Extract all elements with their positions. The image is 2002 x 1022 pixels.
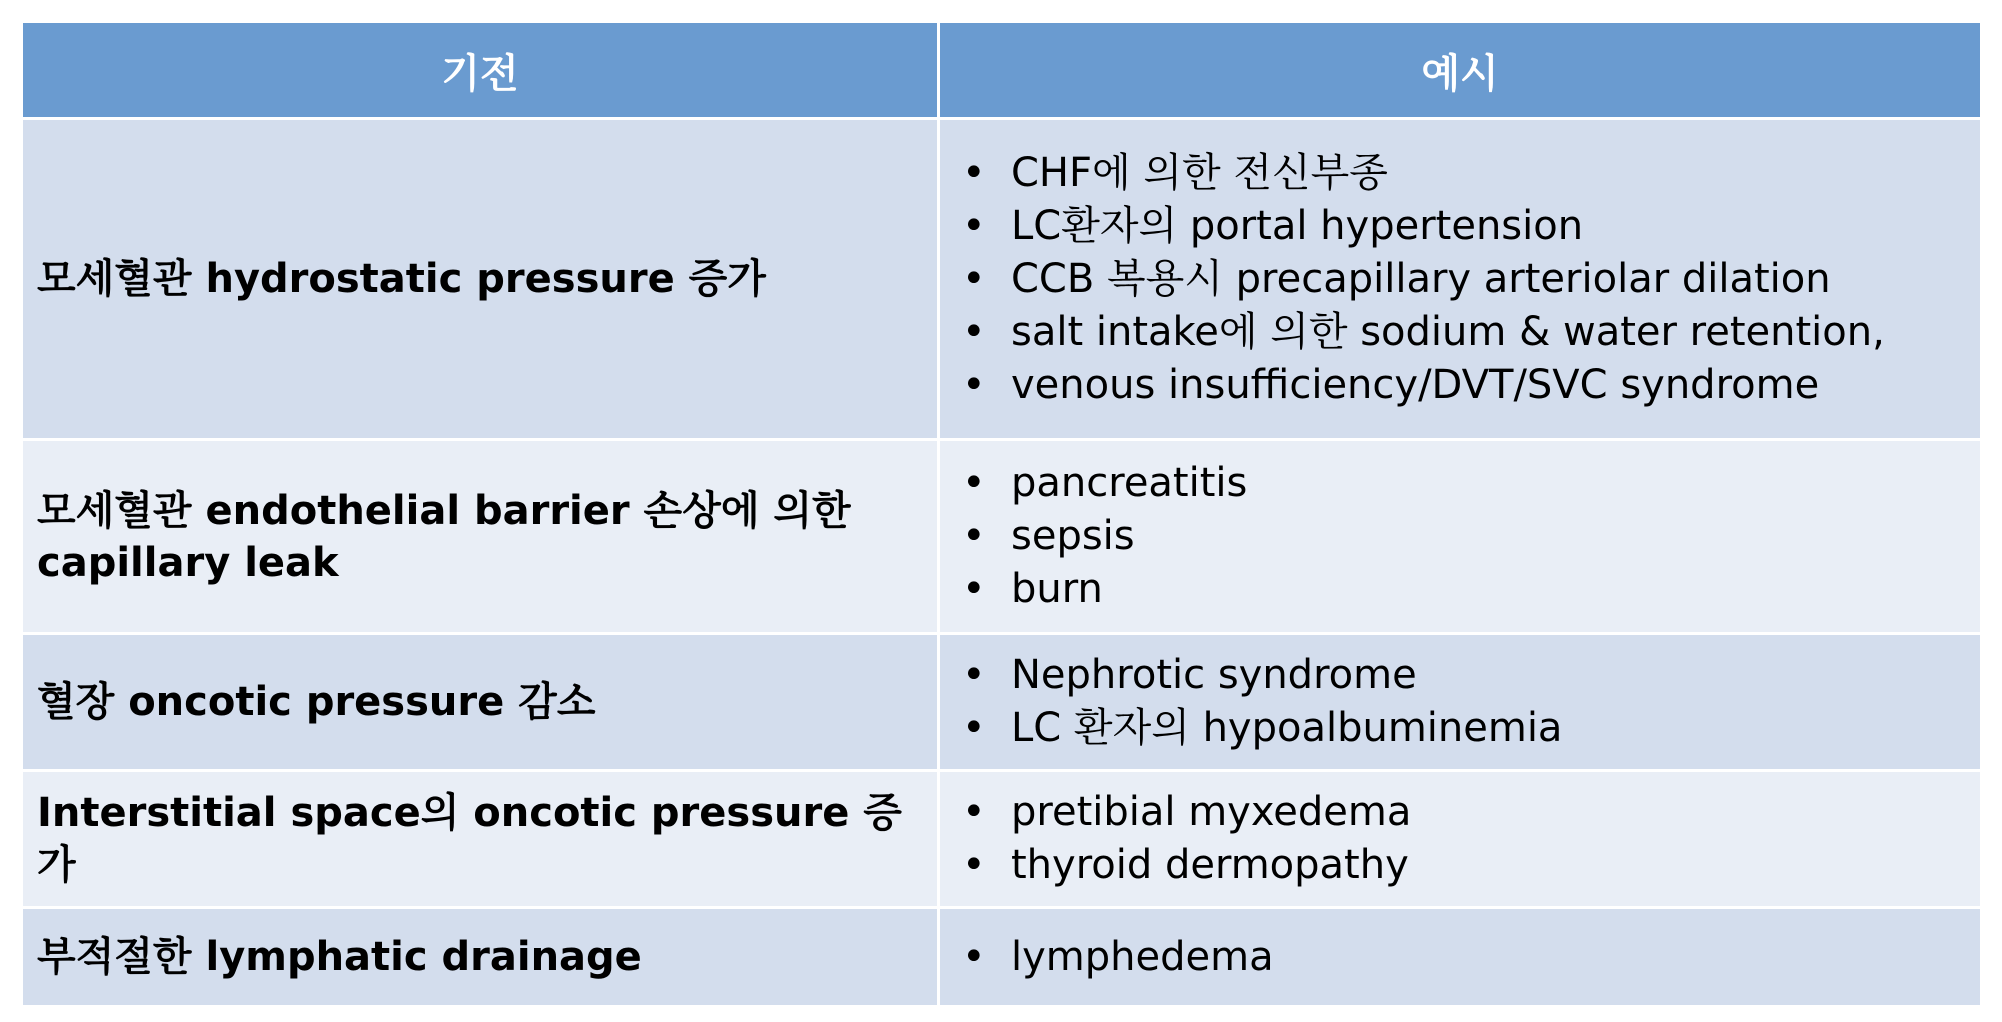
examples-cell (939, 908, 1982, 1007)
examples-list (956, 649, 1980, 755)
example-text: CHF에 의한 전신부종 (1011, 149, 1388, 196)
bullet-icon: • (962, 652, 986, 698)
mechanism-line: 모세혈관 endothelial barrier 손상에 의한 (37, 487, 851, 534)
example-text: salt intake에 의한 sodium & water retention, (1011, 308, 1885, 355)
example-text: venous insufficiency/DVT/SVC syndrome (1011, 361, 1820, 408)
list-item (956, 649, 1980, 702)
table-row (22, 771, 1982, 908)
bullet-icon: • (962, 933, 986, 980)
list-item (956, 786, 1980, 839)
header-mechanism: 기전 (22, 22, 939, 119)
examples-list (956, 457, 1980, 616)
list-item (956, 931, 1980, 984)
examples-list (956, 147, 1980, 412)
list-item (956, 563, 1980, 616)
bullet-icon: • (962, 361, 986, 408)
bullet-icon: • (962, 842, 986, 888)
examples-cell (939, 771, 1982, 908)
list-item (956, 253, 1980, 306)
example-text: pretibial myxedema (1011, 789, 1412, 835)
mechanism-cell: 혈장 oncotic pressure 감소 (22, 634, 939, 771)
example-text: lymphedema (1011, 933, 1274, 980)
mechanism-cell: 부적절한 lymphatic drainage (22, 908, 939, 1007)
table-row (22, 634, 1982, 771)
table-row (22, 908, 1982, 1007)
example-text: Nephrotic syndrome (1011, 652, 1417, 698)
example-text: CCB 복용시 precapillary arteriolar dilation (1011, 255, 1831, 302)
list-item (956, 457, 1980, 510)
bullet-icon: • (962, 789, 986, 835)
table (20, 20, 1983, 1008)
bullet-icon: • (962, 202, 986, 249)
mechanism-cell: 모세혈관 hydrostatic pressure 증가 (22, 119, 939, 440)
examples-list (956, 931, 1980, 984)
examples-cell (939, 119, 1982, 440)
list-item (956, 147, 1980, 200)
header-row (22, 22, 1982, 119)
examples-list (956, 786, 1980, 892)
mechanism-cell: Interstitial space의 oncotic pressure 증가 (22, 771, 939, 908)
bullet-icon: • (962, 705, 986, 751)
table-row (22, 119, 1982, 440)
table-row (22, 440, 1982, 634)
list-item (956, 839, 1980, 892)
example-text: thyroid dermopathy (1011, 842, 1409, 888)
bullet-icon: • (962, 513, 986, 559)
mechanism-line: capillary leak (37, 539, 339, 586)
bullet-icon: • (962, 460, 986, 506)
examples-cell (939, 440, 1982, 634)
bullet-icon: • (962, 255, 986, 302)
mechanism-cell (22, 440, 939, 634)
header-examples: 예시 (939, 22, 1982, 119)
example-text: pancreatitis (1011, 460, 1248, 506)
example-text: burn (1011, 566, 1103, 612)
examples-cell (939, 634, 1982, 771)
example-text: sepsis (1011, 513, 1135, 559)
list-item (956, 359, 1980, 412)
bullet-icon: • (962, 149, 986, 196)
bullet-icon: • (962, 566, 986, 612)
list-item (956, 510, 1980, 563)
list-item (956, 702, 1980, 755)
list-item (956, 200, 1980, 253)
bullet-icon: • (962, 308, 986, 355)
list-item (956, 306, 1980, 359)
example-text: LC 환자의 hypoalbuminemia (1011, 705, 1563, 751)
example-text: LC환자의 portal hypertension (1011, 202, 1584, 249)
edema-mechanism-table (20, 20, 1980, 1008)
